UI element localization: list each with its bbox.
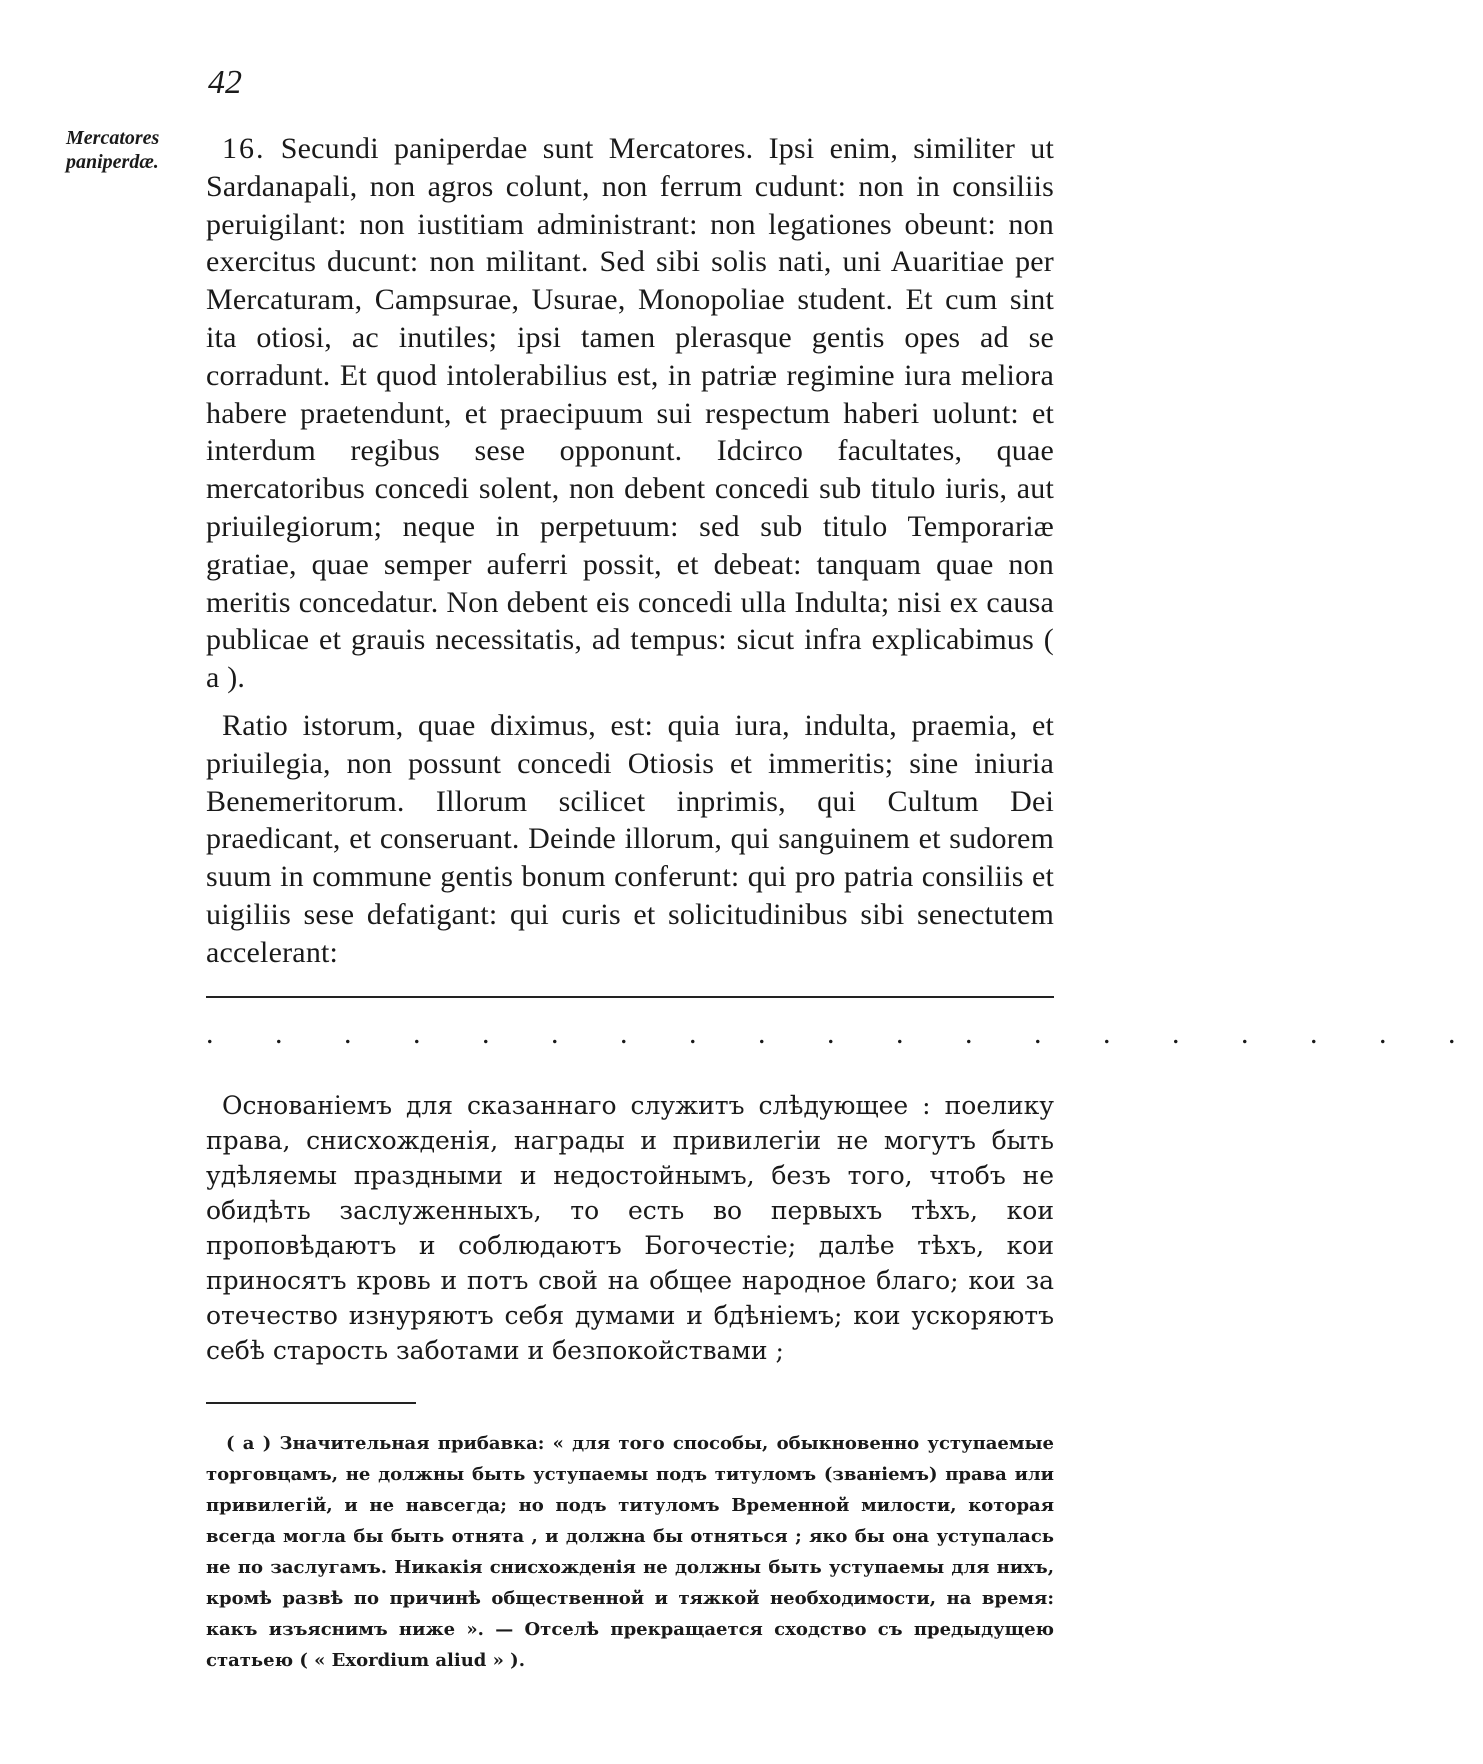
latin-paragraph-2: Ratio istorum, quae diximus, est: quia iura, indulta, praemia, et priuilegia, non possunt concedi Otiosis et immeritis; sine iniuria Benemeritorum. Illorum scilicet inprimis, qui Cultum Dei praedicant, et conseruant. Deinde illorum, qui sanguinem et sudorem suum in commune gentis bonum conferunt: qui pro patria consiliis et uigiliis sese defatigant: qui curis et solicitudinibus sibi senectutem accelerant: [206, 708, 1054, 969]
latin-text [206, 130, 1054, 972]
page-number: 42 [208, 64, 242, 101]
footnote-divider [206, 1402, 416, 1404]
russian-paragraph: Основаніемъ для сказаннаго служитъ слѣдующее : поелику права, снисхожденія, награды и привилегіи не могутъ быть удѣляемы праздными и недостойнымъ, безъ того, чтобъ не обидѣть заслуженныхъ, то есть во первыхъ тѣхъ, кои проповѣдаютъ и соблюдаютъ Богочестіе; далѣе тѣхъ, кои приносятъ кровь и потъ свой на общее народное благо; кои за отечество изнуряютъ себя думами и бдѣніемъ; кои ускоряютъ себѣ старость заботами и безпокойствами ; [206, 1090, 1054, 1365]
latin-paragraph-1-text: Secundi paniperdae sunt Mercatores. Ipsi enim, similiter ut Sardanapali, non agros colunt, non ferrum cudunt: non in consiliis peruigilant: non iustitiam administrant: non legationes obeunt: non exercitus ducunt: non militant. Sed sibi solis nati, uni Auaritiae per Mercaturam, Campsurae, Usurae, Monopoliae student. Et cum sint ita otiosi, ac inutiles; ipsi tamen plerasque gentis opes ad se corradunt. Et quod intolerabilius est, in patriæ regimine iura meliora habere praetendunt, et praecipuum sui respectum haberi uolunt: et interdum regibus sese opponunt. Idcirco facultates, quae mercatoribus concedi solent, non debent concedi sub titulo iuris, aut priuilegiorum; neque in perpetuum: sed sub titulo Temporariæ gratiae, quae semper auferri possit, et debeat: tanquam quae non meritis concedatur. Non debent eis concedi ulla Indulta; nisi ex causa publicae et grauis necessitatis, ad tempus: sicut infra explicabimus ( a ). [206, 132, 1054, 695]
page-content [206, 130, 1483, 1676]
margin-note: Mercatores paniperdæ. [66, 127, 160, 173]
ellipsis-row: . . . . . . . . . . . . . . . . . . . [206, 1016, 1483, 1050]
footnote-text: ( a ) Значительная прибавка: « для того способы, обыкновенно уступаемые торговцамъ, не должны быть уступаемы подъ титуломъ (званіемъ) права или привилегій, и не навсегда; но подъ титуломъ Временной милости, которая всегда могла бы быть отнята , и должна бы отняться ; яко бы она уступалась не по заслугамъ. Никакія снисхожденія не должны быть уступаемы для нихъ, кромѣ развѣ по причинѣ общественной и тяжкой необходимости, на время: какъ изъяснимъ ниже ». — Отселѣ прекращается сходство съ предыдущею статьею ( « Exordium aliud » ). [206, 1432, 1054, 1671]
footnote [206, 1428, 1054, 1676]
section-number: 16. [222, 132, 266, 165]
section-divider [206, 996, 1054, 998]
russian-text [206, 1088, 1054, 1368]
latin-paragraph-1 [206, 130, 1054, 697]
